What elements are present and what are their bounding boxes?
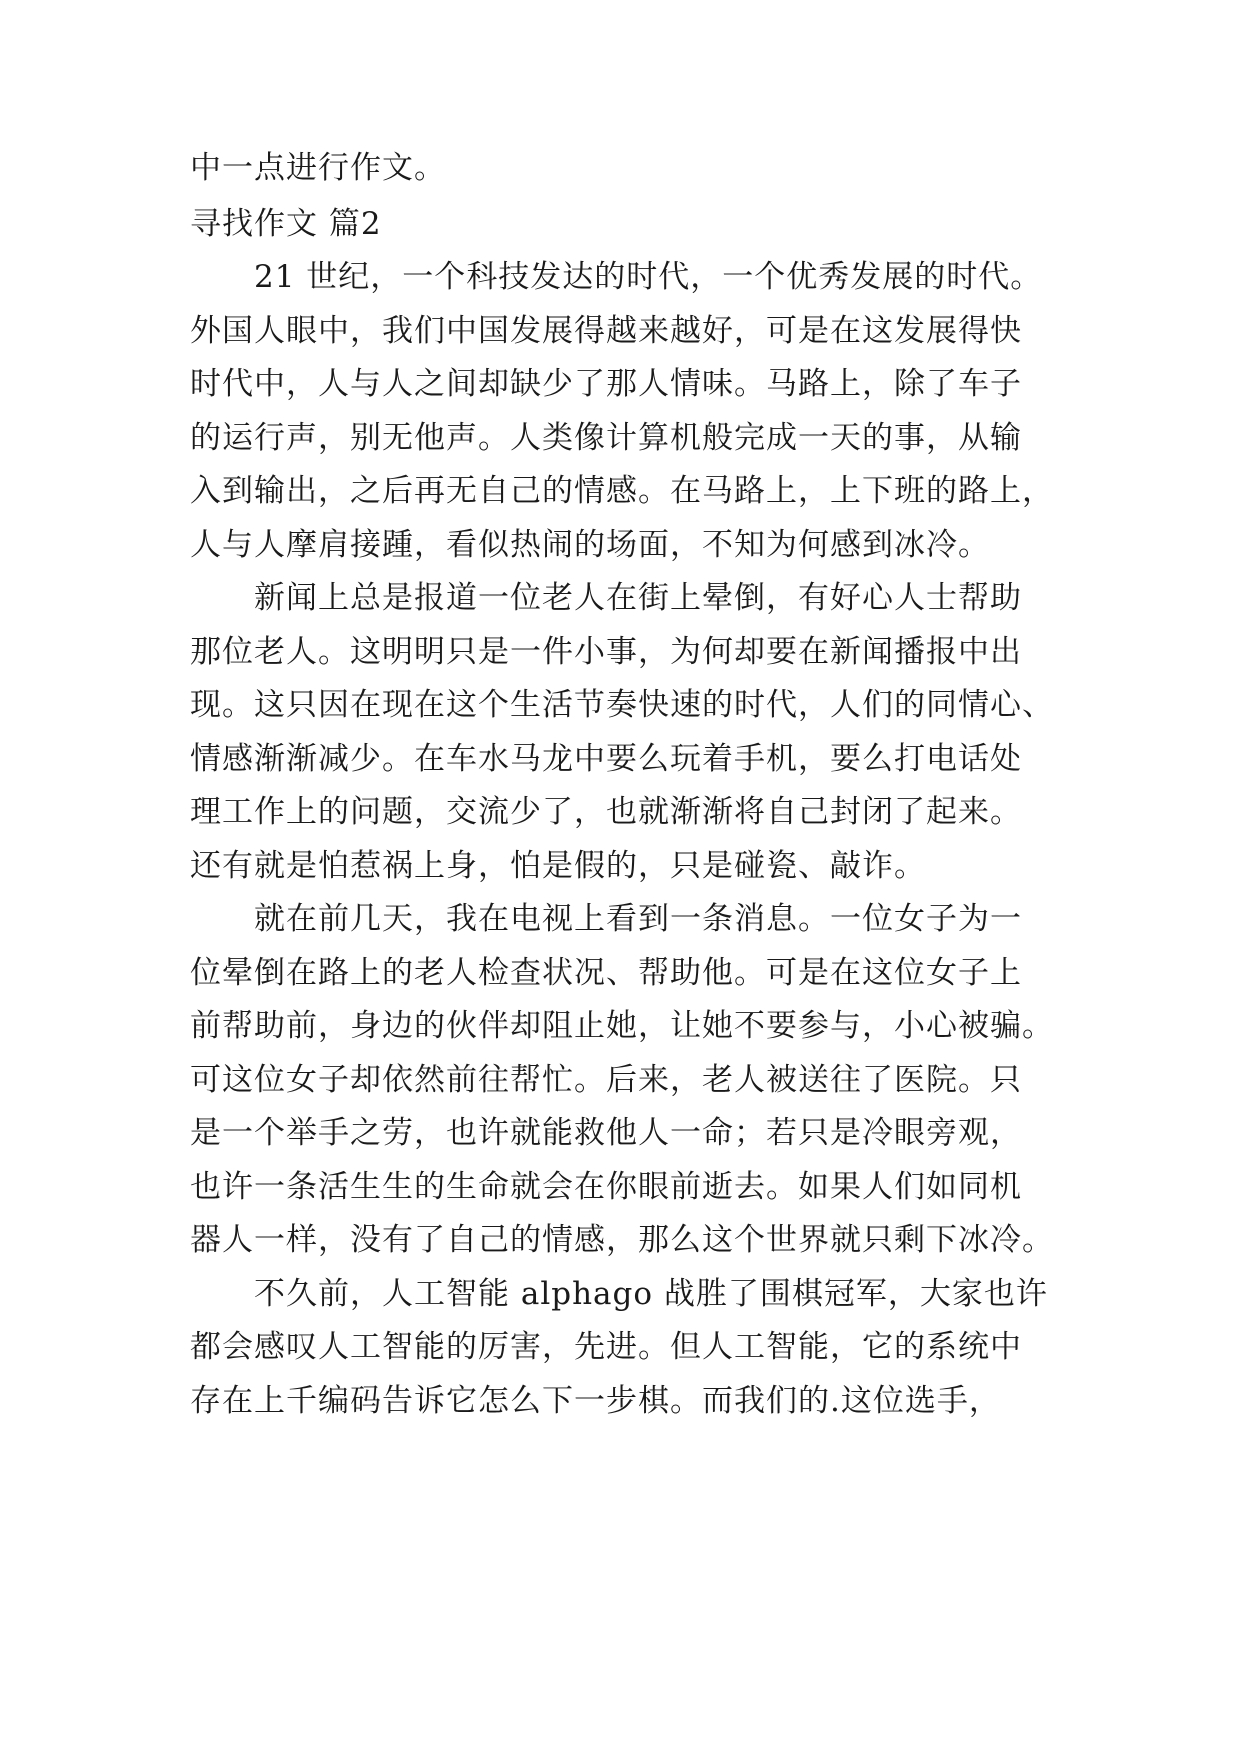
paragraph-1-line-4: 的运行声，别无他声。人类像计算机般完成一天的事，从输: [190, 420, 1022, 456]
paragraph-2-line-2: 那位老人。这明明只是一件小事，为何却要在新闻播报中出: [190, 634, 1022, 670]
paragraph-2-line-6: 还有就是怕惹祸上身，怕是假的，只是碰瓷、敲诈。: [190, 848, 926, 884]
paragraph-2-line-4: 情感渐渐减少。在车水马龙中要么玩着手机，要么打电话处: [190, 741, 1022, 777]
paragraph-3-line-2: 位晕倒在路上的老人检查状况、帮助他。可是在这位女子上: [190, 955, 1022, 991]
section-heading: 寻找作文 篇2: [190, 206, 382, 242]
paragraph-3-line-1: 就在前几天，我在电视上看到一条消息。一位女子为一: [254, 901, 1022, 937]
paragraph-2-line-1: 新闻上总是报道一位老人在街上晕倒，有好心人士帮助: [254, 580, 1022, 616]
paragraph-1-line-1: 21 世纪，一个科技发达的时代，一个优秀发展的时代。: [254, 259, 1043, 295]
paragraph-2-line-3: 现。这只因在现在这个生活节奏快速的时代，人们的同情心、: [190, 687, 1054, 723]
paragraph-3-line-7: 器人一样，没有了自己的情感，那么这个世界就只剩下冰冷。: [190, 1222, 1054, 1258]
paragraph-1-line-5: 入到输出，之后再无自己的情感。在马路上，上下班的路上，: [190, 473, 1054, 509]
paragraph-4-line-2: 都会感叹人工智能的厉害，先进。但人工智能，它的系统中: [190, 1329, 1022, 1365]
paragraph-4-line-1: 不久前，人工智能 alphago 战胜了围棋冠军，大家也许: [254, 1276, 1048, 1312]
paragraph-3-line-6: 也许一条活生生的生命就会在你眼前逝去。如果人们如同机: [190, 1169, 1022, 1205]
paragraph-1-line-6: 人与人摩肩接踵，看似热闹的场面，不知为何感到冰冷。: [190, 527, 990, 563]
text-line-1: 中一点进行作文。: [190, 150, 446, 186]
paragraph-4-line-3: 存在上千编码告诉它怎么下一步棋。而我们的.这位选手，: [190, 1383, 1001, 1419]
paragraph-2-line-5: 理工作上的问题，交流少了，也就渐渐将自己封闭了起来。: [190, 794, 1022, 830]
paragraph-3-line-4: 可这位女子却依然前往帮忙。后来，老人被送往了医院。只: [190, 1062, 1022, 1098]
paragraph-3-line-5: 是一个举手之劳，也许就能救他人一命；若只是冷眼旁观，: [190, 1115, 1022, 1151]
paragraph-1-line-2: 外国人眼中，我们中国发展得越来越好，可是在这发展得快: [190, 313, 1022, 349]
paragraph-1-line-3: 时代中，人与人之间却缺少了那人情味。马路上，除了车子: [190, 366, 1022, 402]
paragraph-3-line-3: 前帮助前，身边的伙伴却阻止她，让她不要参与，小心被骗。: [190, 1008, 1054, 1044]
